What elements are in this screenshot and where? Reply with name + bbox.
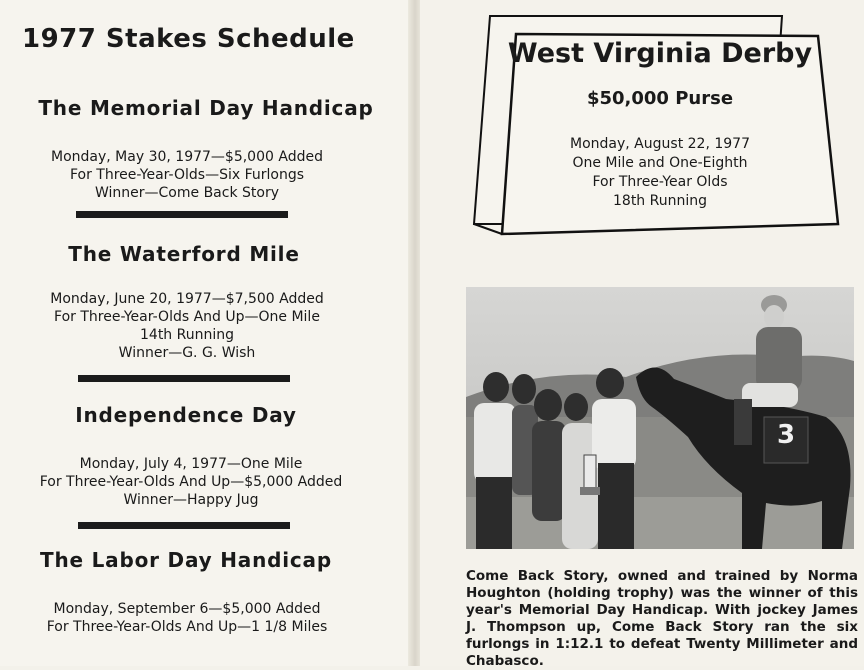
derby-line: One Mile and One-Eighth <box>572 155 748 171</box>
event-title-waterford-mile: The Waterford Mile <box>68 242 300 266</box>
photo-illustration <box>466 287 854 549</box>
event-title-labor-day: The Labor Day Handicap <box>40 548 332 572</box>
event-details-waterford-mile <box>0 290 374 362</box>
event-line: Winner—G. G. Wish <box>118 345 256 361</box>
event-title-independence-day: Independence Day <box>75 403 297 427</box>
derby-line: 18th Running <box>613 193 707 209</box>
event-line: Monday, September 6—$5,000 Added <box>53 601 321 617</box>
page-title: 1977 Stakes Schedule <box>22 24 355 54</box>
event-line: For Three-Year-Olds And Up—$5,000 Added <box>39 474 343 490</box>
winners-circle-photo <box>466 287 854 549</box>
derby-title: West Virginia Derby <box>507 38 813 69</box>
divider-rule <box>76 211 288 218</box>
event-line: For Three-Year-Olds—Six Furlongs <box>69 167 305 183</box>
derby-line: For Three-Year Olds <box>592 174 728 190</box>
event-details-independence-day <box>4 455 378 509</box>
saddle-cloth-number: 3 <box>776 420 796 450</box>
event-line: 14th Running <box>140 327 234 343</box>
derby-details <box>500 135 820 211</box>
event-line: Winner—Come Back Story <box>94 185 279 201</box>
derby-purse: $50,000 Purse <box>586 88 734 109</box>
photo-caption: Come Back Story, owned and trained by Norma Houghton (holding trophy) was the winner of this year's Memorial Day Handicap. With jockey James J. Thompson up, Come Back Story ran the six furlongs in 1:12.1 to defeat Twenty Millimeter and Chabasco. <box>466 568 858 669</box>
event-details-labor-day <box>0 600 374 636</box>
divider-rule <box>78 522 290 529</box>
event-title-memorial-day: The Memorial Day Handicap <box>38 96 374 120</box>
event-line: Monday, May 30, 1977—$5,000 Added <box>51 149 323 165</box>
event-line: For Three-Year-Olds And Up—One Mile <box>54 309 320 325</box>
event-line: For Three-Year-Olds And Up—1 1/8 Miles <box>46 619 328 635</box>
derby-line: Monday, August 22, 1977 <box>570 136 750 152</box>
event-line: Monday, July 4, 1977—One Mile <box>79 456 303 472</box>
event-details-memorial-day <box>0 148 374 202</box>
divider-rule <box>78 375 290 382</box>
event-line: Monday, June 20, 1977—$7,500 Added <box>50 291 324 307</box>
event-line: Winner—Happy Jug <box>123 492 259 508</box>
